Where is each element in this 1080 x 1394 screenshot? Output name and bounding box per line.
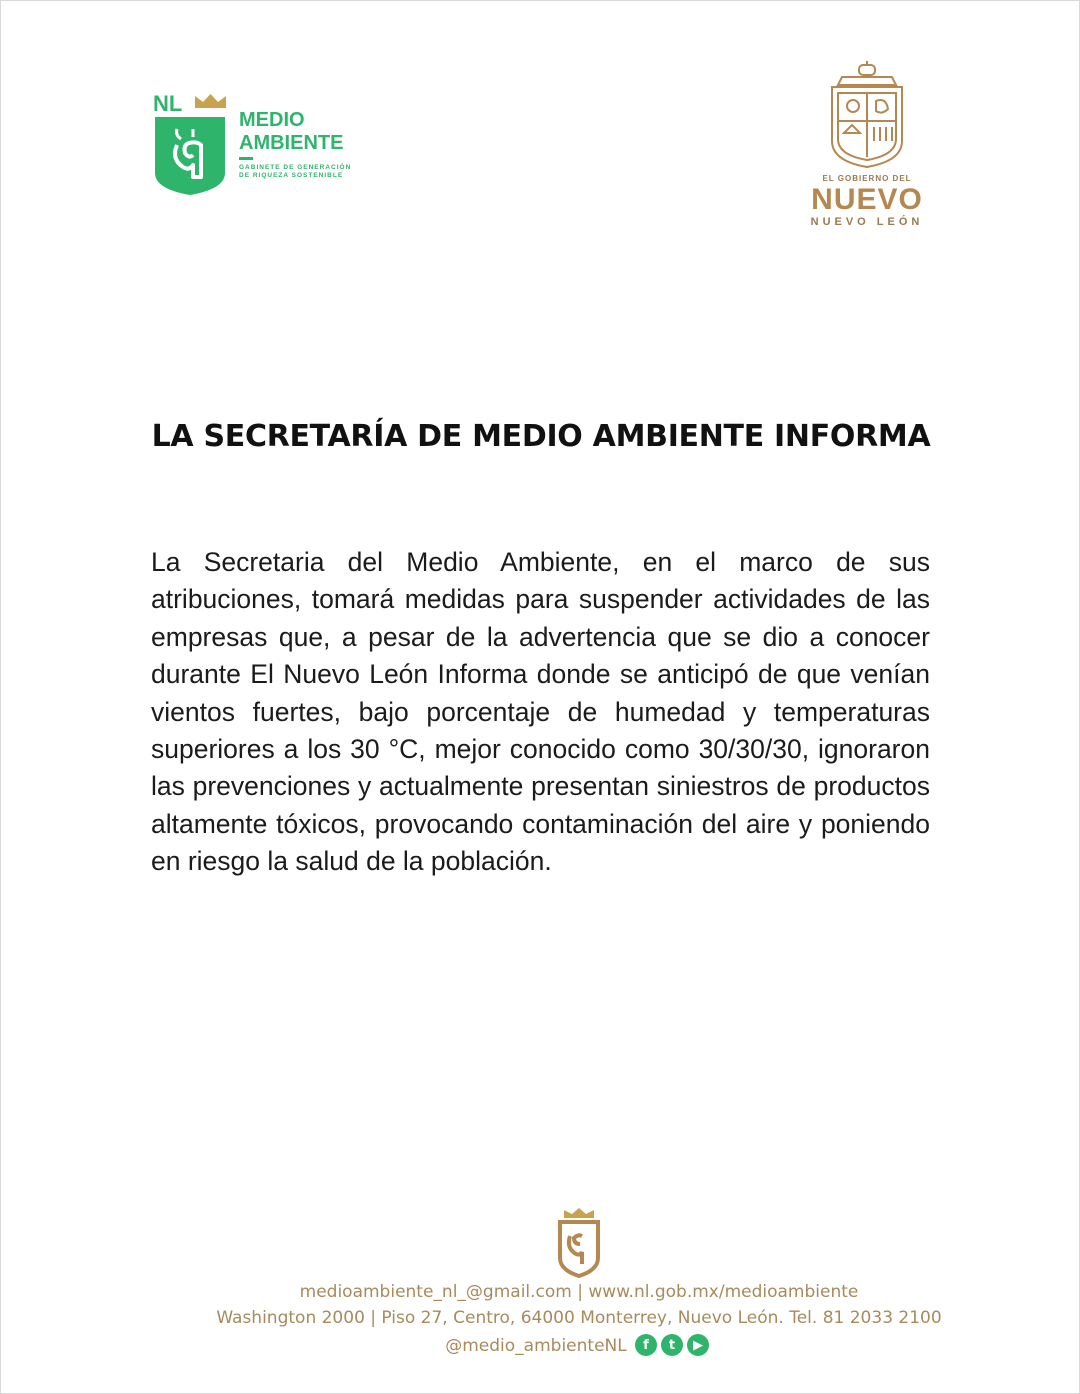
facebook-icon[interactable]: f (635, 1334, 657, 1356)
gobierno-nuevo-leon-logo (796, 61, 946, 236)
medio-ambiente-logo (151, 89, 381, 199)
footer-address-line: Washington 2000 | Piso 27, Centro, 64000 Monterrey, Nuevo León. Tel. 81 2033 2100 (216, 1308, 942, 1328)
logo-nl-text: NL (153, 91, 183, 116)
crown-icon (194, 93, 227, 109)
footer-social-handle: @medio_ambienteNL (445, 1336, 627, 1356)
coat-of-arms-icon (826, 61, 908, 169)
social-icons (635, 1334, 709, 1356)
twitter-icon[interactable]: t (661, 1334, 683, 1356)
logo-divider (239, 157, 253, 160)
shield-icon (153, 115, 227, 197)
logo-subtitle-line1: GABINETE DE GENERACIÓN (239, 164, 352, 171)
logo-nuevo-leon-text: NUEVO LEÓN (810, 216, 924, 228)
footer-contact-line: medioambiente_nl_@gmail.com | www.nl.gob.mx/medioambiente (299, 1282, 859, 1302)
body-paragraph: La Secretaria del Medio Ambiente, en el marco de sus atribuciones, tomará medidas para suspender actividades de las empresas que, a pesar de la advertencia que se dio a conocer durante El Nuevo León Informa donde se anticipó de que venían vientos fuertes, bajo porcentaje de humedad y temperaturas superiores a los 30 °C, mejor conocido como 30/30/30, ignoraron las prevenciones y actualmente presentan siniestros de productos altamente tóxicos, provocando contaminación del aire y poniendo en riesgo la salud de la población. (151, 547, 930, 877)
logo-gobierno-text: EL GOBIERNO DEL (822, 174, 912, 183)
logo-subtitle-line2: DE RIQUEZA SOSTENIBLE (239, 172, 344, 179)
youtube-icon[interactable]: ▶ (687, 1334, 709, 1356)
logo-title-line2: AMBIENTE (239, 132, 344, 154)
footer-emblem-icon (554, 1208, 604, 1278)
logo-nuevo-text: NUEVO (811, 183, 923, 216)
logo-title-line1: MEDIO (239, 109, 305, 131)
page-title: LA SECRETARÍA DE MEDIO AMBIENTE INFORMA (151, 419, 931, 454)
